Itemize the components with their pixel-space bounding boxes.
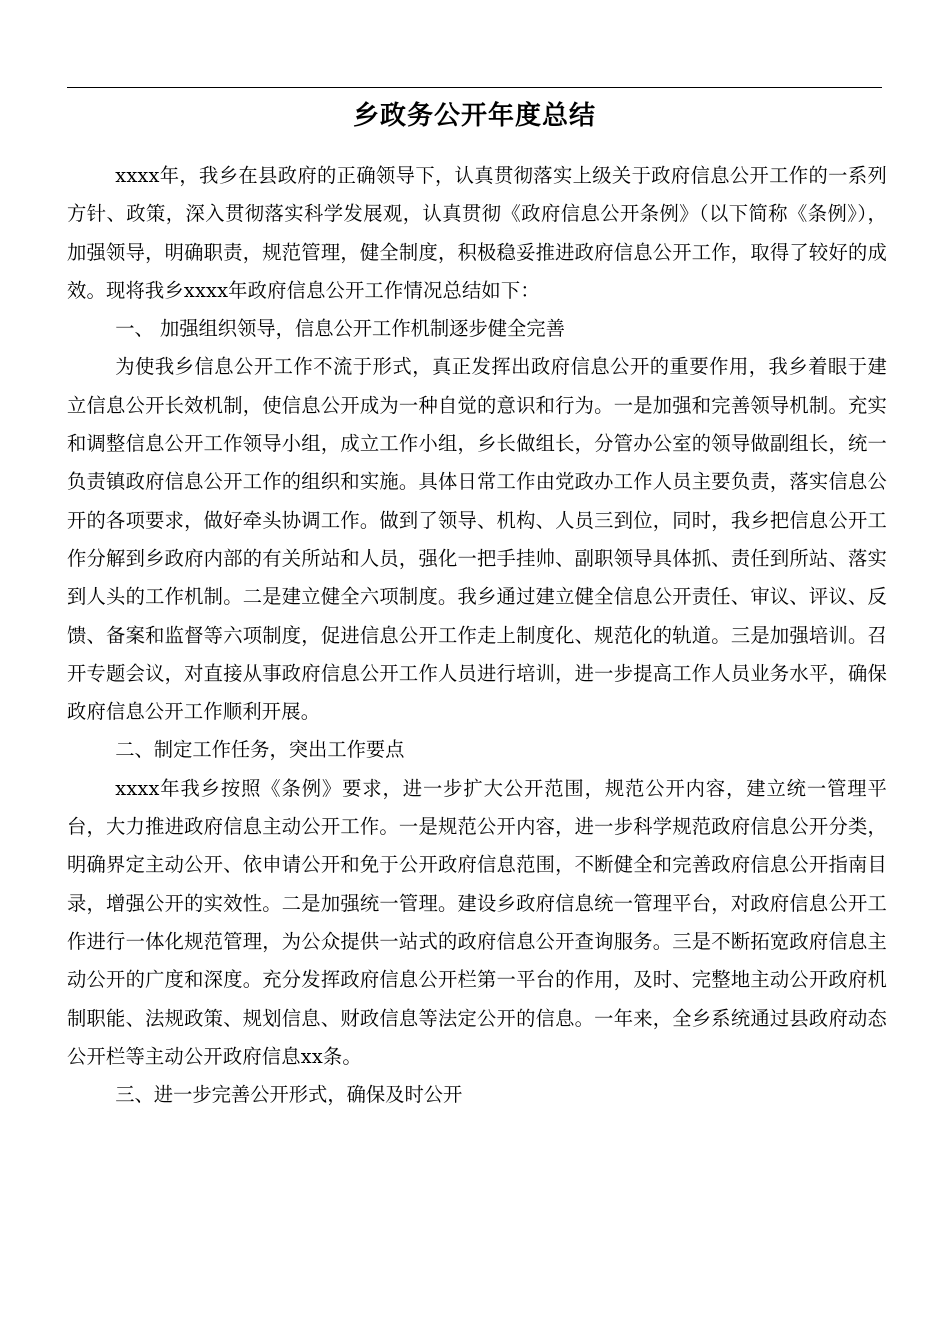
document-body bbox=[67, 157, 887, 1114]
header-rule bbox=[67, 87, 882, 88]
document-title: 乡政务公开年度总结 bbox=[352, 101, 596, 131]
section-heading-1: 一、 加强组织领导，信息公开工作机制逐步健全完善 bbox=[115, 317, 565, 341]
section-heading-2: 二、制定工作任务，突出工作要点 bbox=[115, 738, 405, 762]
intro-paragraph: xxxx年，我乡在县政府的正确领导下，认真贯彻落实上级关于政府信息公开工作的一系列方针、政策，深入贯彻落实科学发展观，认真贯彻《政府信息公开条例》（以下简称《条例》），加强领导，明确职责，规范管理，健全制度，积极稳妥推进政府信息公开工作，取得了较好的成效。现将我乡xxxx年政府信息公开工作情况总结如下： bbox=[67, 164, 887, 302]
section-2-paragraph: xxxx年我乡按照《条例》要求，进一步扩大公开范围，规范公开内容，建立统一管理平台，大力推进政府信息主动公开工作。一是规范公开内容，进一步科学规范政府信息公开分类，明确界定主动公开、依申请公开和免于公开政府信息范围，不断健全和完善政府信息公开指南目录，增强公开的实效性。二是加强统一管理。建设乡政府信息统一管理平台，对政府信息公开工作进行一体化规范管理，为公众提供一站式的政府信息公开查询服务。三是不断拓宽政府信息主动公开的广度和深度。充分发挥政府信息公开栏第一平台的作用，及时、完整地主动公开政府机制职能、法规政策、规划信息、财政信息等法定公开的信息。一年来，全乡系统通过县政府动态公开栏等主动公开政府信息xx条。 bbox=[67, 776, 887, 1068]
section-heading-3: 三、进一步完善公开形式，确保及时公开 bbox=[115, 1083, 463, 1107]
section-1-paragraph: 为使我乡信息公开工作不流于形式，真正发挥出政府信息公开的重要作用，我乡着眼于建立信息公开长效机制，使信息公开成为一种自觉的意识和行为。一是加强和完善领导机制。充实和调整信息公开工作领导小组，成立工作小组，乡长做组长，分管办公室的领导做副组长，统一负责镇政府信息公开工作的组织和实施。具体日常工作由党政办工作人员主要负责，落实信息公开的各项要求，做好牵头协调工作。做到了领导、机构、人员三到位，同时，我乡把信息公开工作分解到乡政府内部的有关所站和人员，强化一把手挂帅、副职领导具体抓、责任到所站、落实到人头的工作机制。二是建立健全六项制度。我乡通过建立健全信息公开责任、审议、评议、反馈、备案和监督等六项制度，促进信息公开工作走上制度化、规范化的轨道。三是加强培训。召开专题会议，对直接从事政府信息公开工作人员进行培训，进一步提高工作人员业务水平，确保政府信息公开工作顺利开展。 bbox=[67, 355, 887, 724]
